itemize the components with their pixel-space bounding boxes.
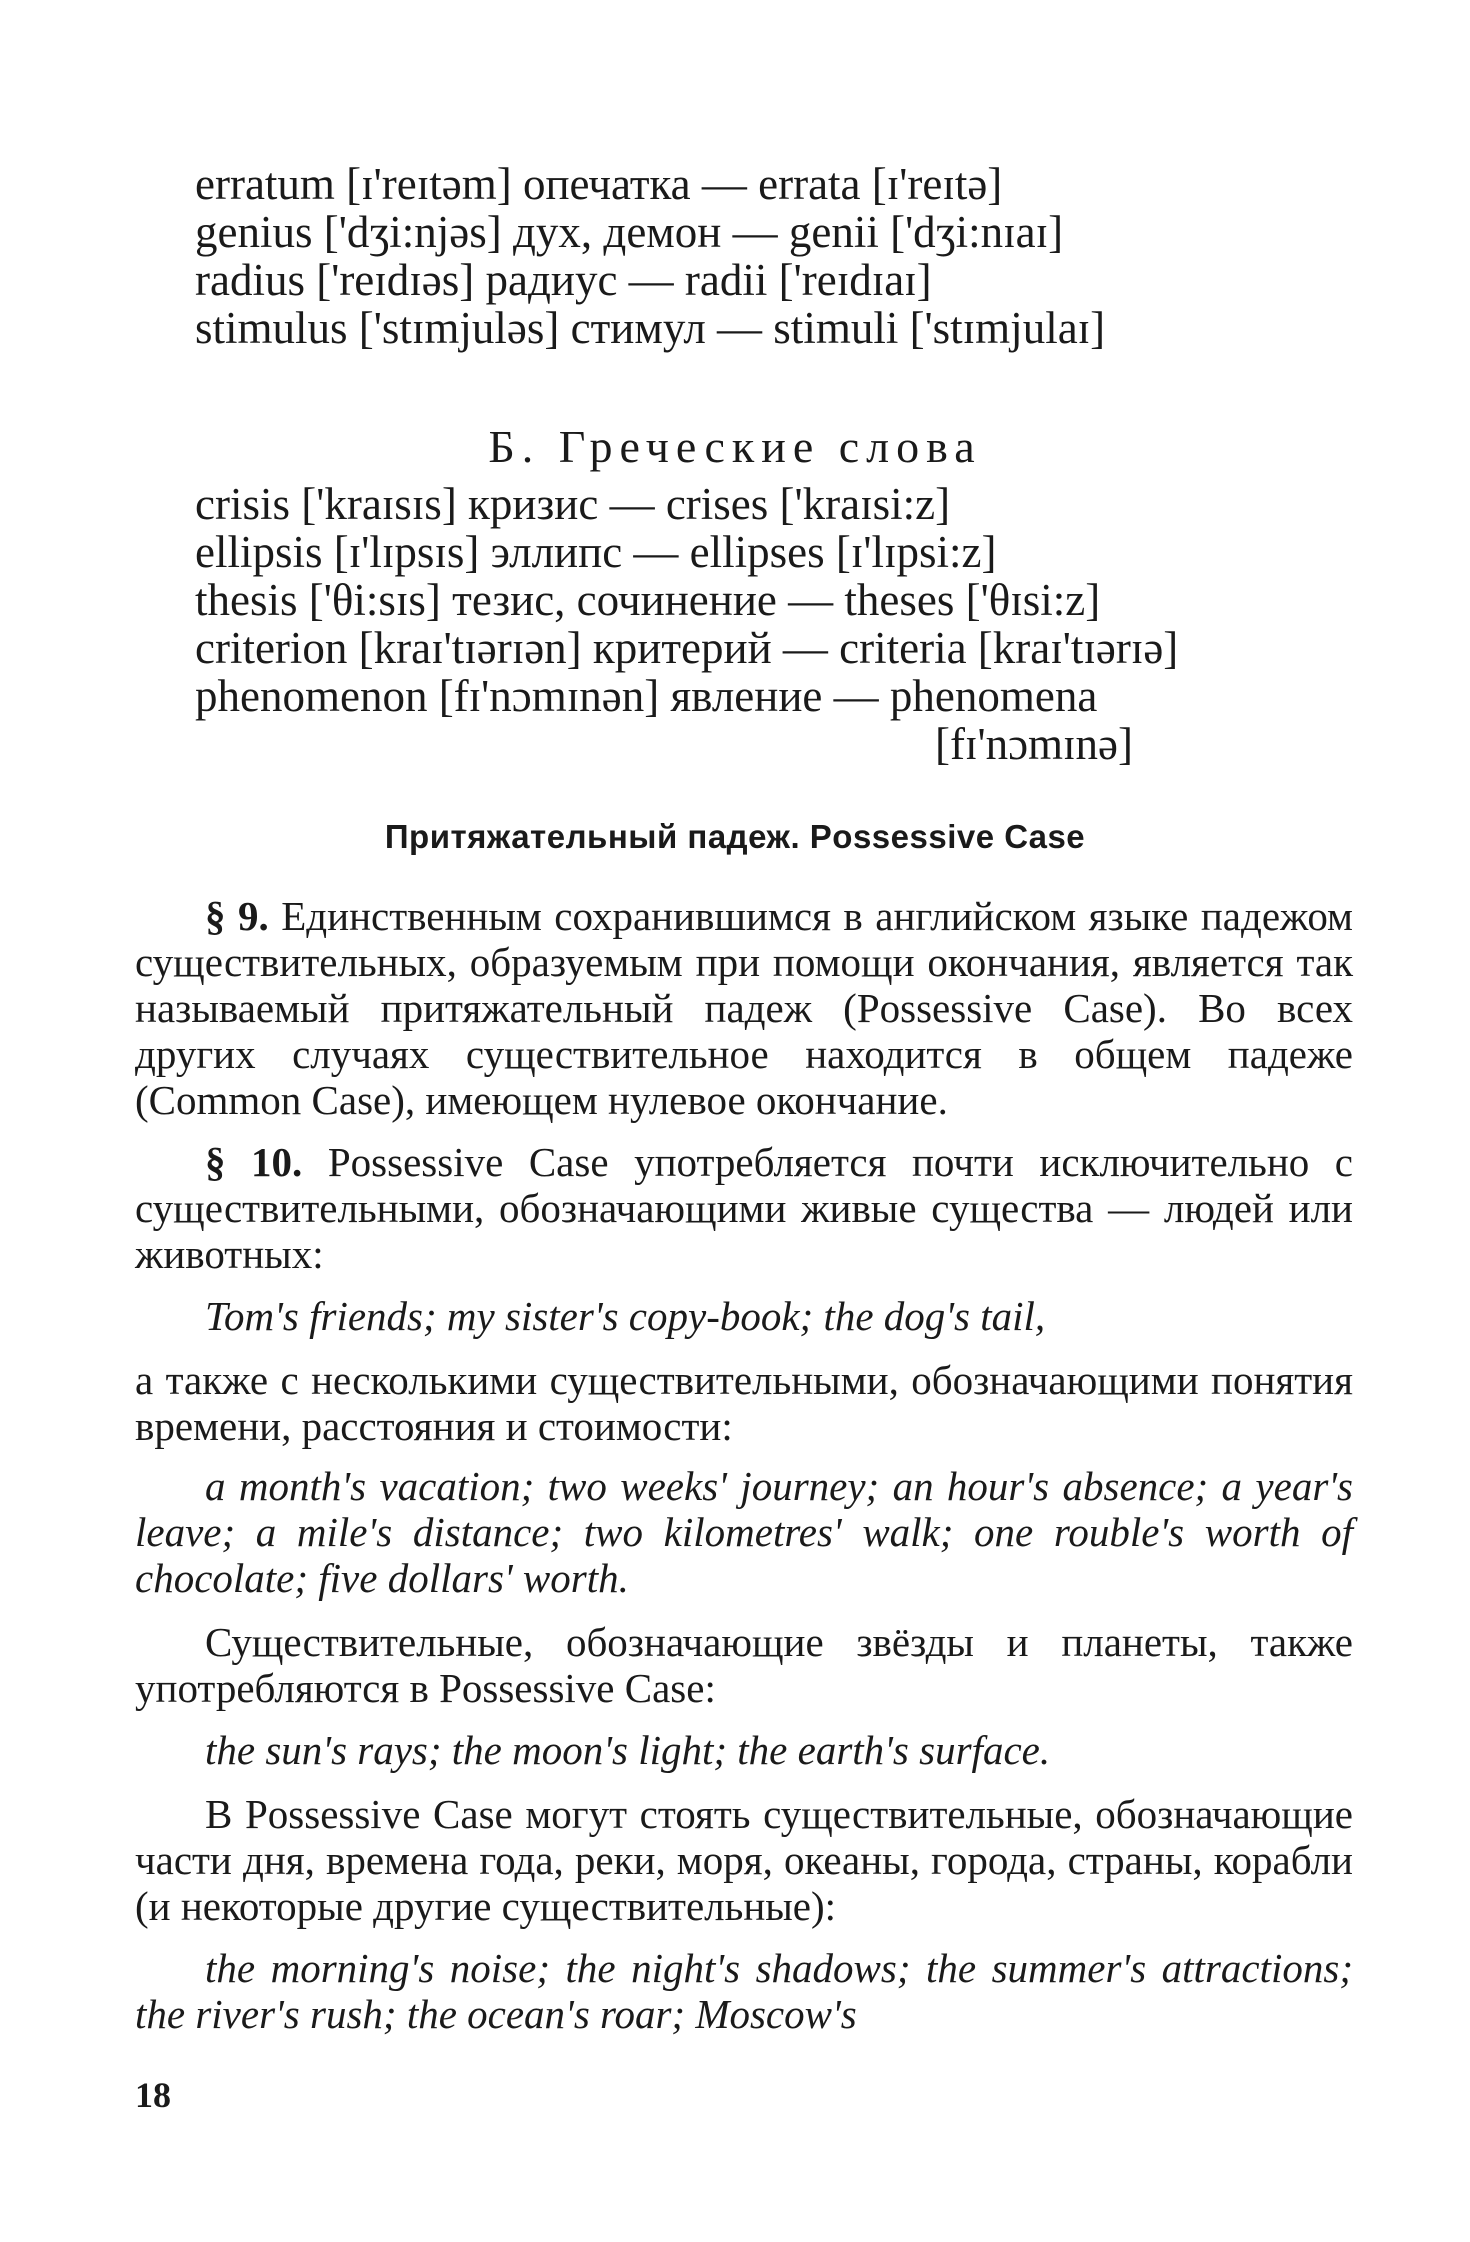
list-item-continuation: [fɪ'nɔmɪnə]	[935, 719, 1134, 769]
list-item: ellipsis [ɪ'lɪpsɪs] эллипс — ellipses [ɪ'lɪpsi:z]	[195, 527, 997, 577]
greek-words-heading: Б. Греческие слова	[488, 421, 982, 472]
list-item: criterion [kraɪ'tɪərɪən] критерий — criteria [kraɪ'tɪərɪə]	[195, 623, 1179, 673]
paragraph-10	[135, 1139, 1353, 1277]
list-item: erratum [ɪ'reɪtəm] опечатка — errata [ɪ'reɪtə]	[195, 159, 1003, 209]
list-item: crisis ['kraɪsɪs] кризис — crises ['kraɪsi:z]	[195, 479, 951, 529]
paragraph-text: В Possessive Case могут стоять существительные, обозначающие части дня, времена года, реки, моря, океаны, города, страны, корабли (и некоторые другие существительные):	[135, 1791, 1353, 1929]
paragraph-number: § 10.	[205, 1139, 303, 1185]
paragraph-text: Possessive Case употребляется почти исключительно с существительными, обозначающими живые существа — людей или животных:	[135, 1139, 1354, 1277]
page-number: 18	[135, 2075, 171, 2115]
list-item: radius ['reɪdɪəs] радиус — radii ['reɪdɪaɪ]	[195, 255, 932, 305]
paragraph-number: § 9.	[205, 893, 269, 939]
latin-word-list	[195, 160, 1375, 352]
list-item: genius ['dʒi:njəs] дух, демон — genii ['dʒi:nɪaɪ]	[195, 207, 1064, 257]
paragraph-text: Существительные, обозначающие звёзды и планеты, также употребляются в Possessive Case:	[135, 1619, 1353, 1711]
example-line: the morning's noise; the night's shadows; the summer's attractions; the river's rush; the ocean's roar; Moscow's	[135, 1945, 1353, 2037]
example-line: a month's vacation; two weeks' journey; an hour's absence; a year's leave; a mile's distance; two kilometres' walk; one rouble's worth of chocolate; five dollars' worth.	[135, 1463, 1353, 1601]
section-heading: Притяжательный падеж. Possessive Case	[384, 818, 1086, 855]
body-text	[135, 893, 1353, 2055]
list-item: phenomenon [fɪ'nɔmɪnən] явление — phenomena	[195, 671, 1098, 721]
paragraph-text: а также с несколькими существительными, обозначающими понятия времени, расстояния и стоимости:	[135, 1357, 1353, 1449]
example-line: Tom's friends; my sister's copy-book; the dog's tail,	[205, 1293, 1046, 1339]
list-item: thesis ['θi:sɪs] тезис, сочинение — theses ['θɪsi:z]	[195, 575, 1101, 625]
greek-word-list	[195, 480, 1375, 768]
example-line: the sun's rays; the moon's light; the earth's surface.	[205, 1727, 1051, 1773]
paragraph-text: Единственным сохранившимся в английском языке падежом существительных, образуемым при помощи окончания, является так называемый притяжательный падеж (Possessive Case). Во всех других случаях существительное находится в общем падеже (Common Case), имеющем нулевое окончание.	[135, 893, 1353, 1123]
paragraph-9	[135, 893, 1353, 1123]
list-item: stimulus ['stɪmjuləs] стимул — stimuli ['stɪmjulaɪ]	[195, 303, 1106, 353]
